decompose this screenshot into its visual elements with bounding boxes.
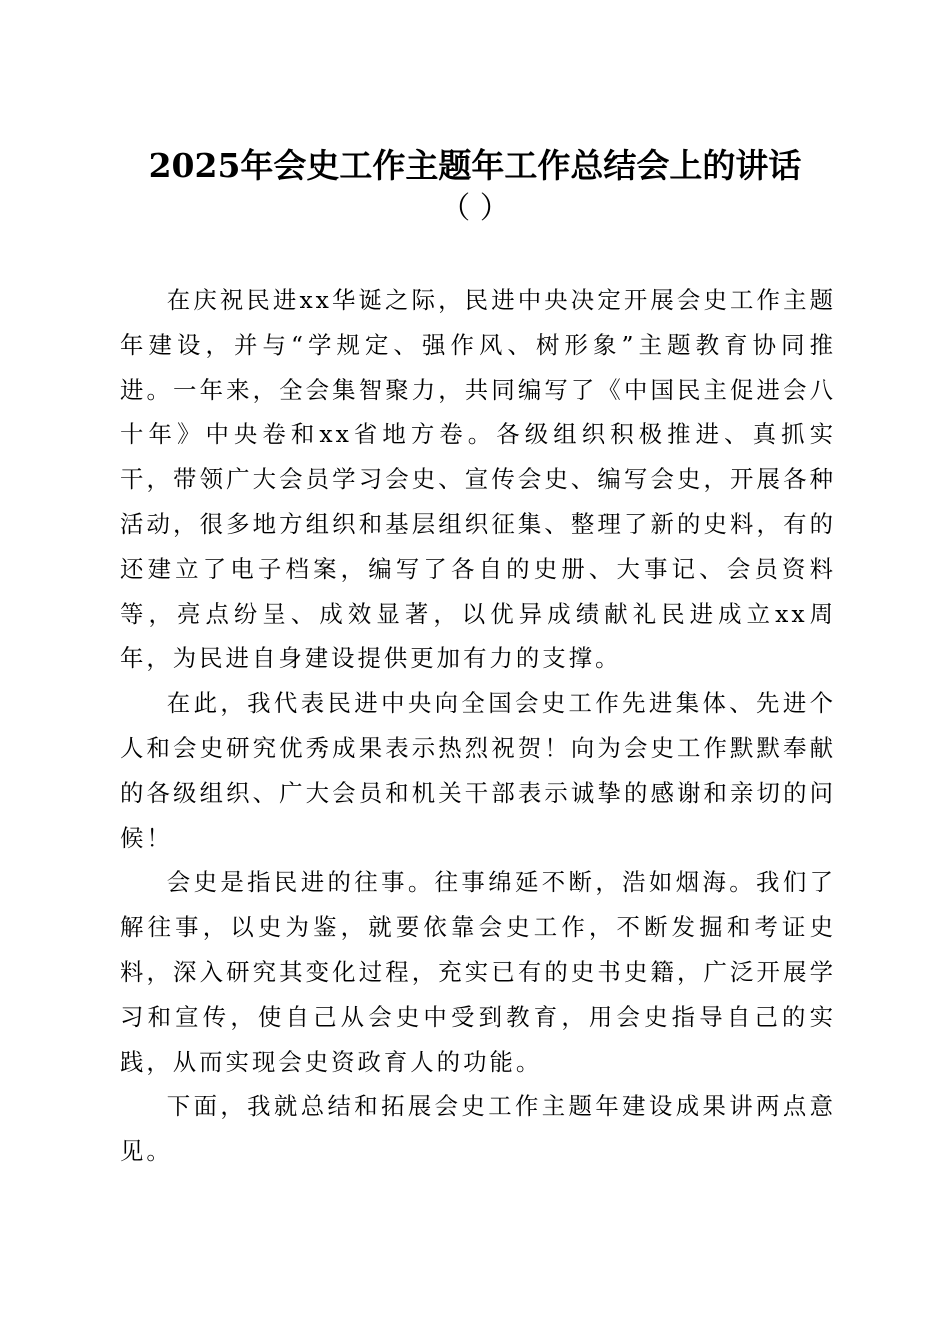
document-body: [120, 278, 836, 1174]
document-subtitle: （ ）: [440, 191, 510, 226]
paragraph-2: 在此，我代表民进中央向全国会史工作先进集体、先进个人和会史研究优秀成果表示热烈祝贺！向为会史工作默默奉献的各级组织、广大会员和机关干部表示诚挚的感谢和亲切的问候！: [120, 689, 836, 852]
document-title: 2025年会史工作主题年工作总结会上的讲话: [148, 146, 802, 185]
paragraph-3: 会史是指民进的往事。往事绵延不断，浩如烟海。我们了解往事，以史为鉴，就要依靠会史工作，不断发掘和考证史料，深入研究其变化过程，充实已有的史书史籍，广泛开展学习和宣传，使自己从会史中受到教育，用会史指导自己的实践，从而实现会史资政育人的功能。: [120, 868, 836, 1076]
paragraph-1: 在庆祝民进xx华诞之际，民进中央决定开展会史工作主题年建设，并与“学规定、强作风、树形象”主题教育协同推进。一年来，全会集智聚力，共同编写了《中国民主促进会八十年》中央卷和xx省地方卷。各级组织积极推进、真抓实干，带领广大会员学习会史、宣传会史、编写会史，开展各种活动，很多地方组织和基层组织征集、整理了新的史料，有的还建立了电子档案，编写了各自的史册、大事记、会员资料等，亮点纷呈、成效显著，以优异成绩献礼民进成立xx周年，为民进自身建设提供更加有力的支撑。: [120, 286, 836, 673]
paragraph-4: 下面，我就总结和拓展会史工作主题年建设成果讲两点意见。: [120, 1092, 836, 1166]
